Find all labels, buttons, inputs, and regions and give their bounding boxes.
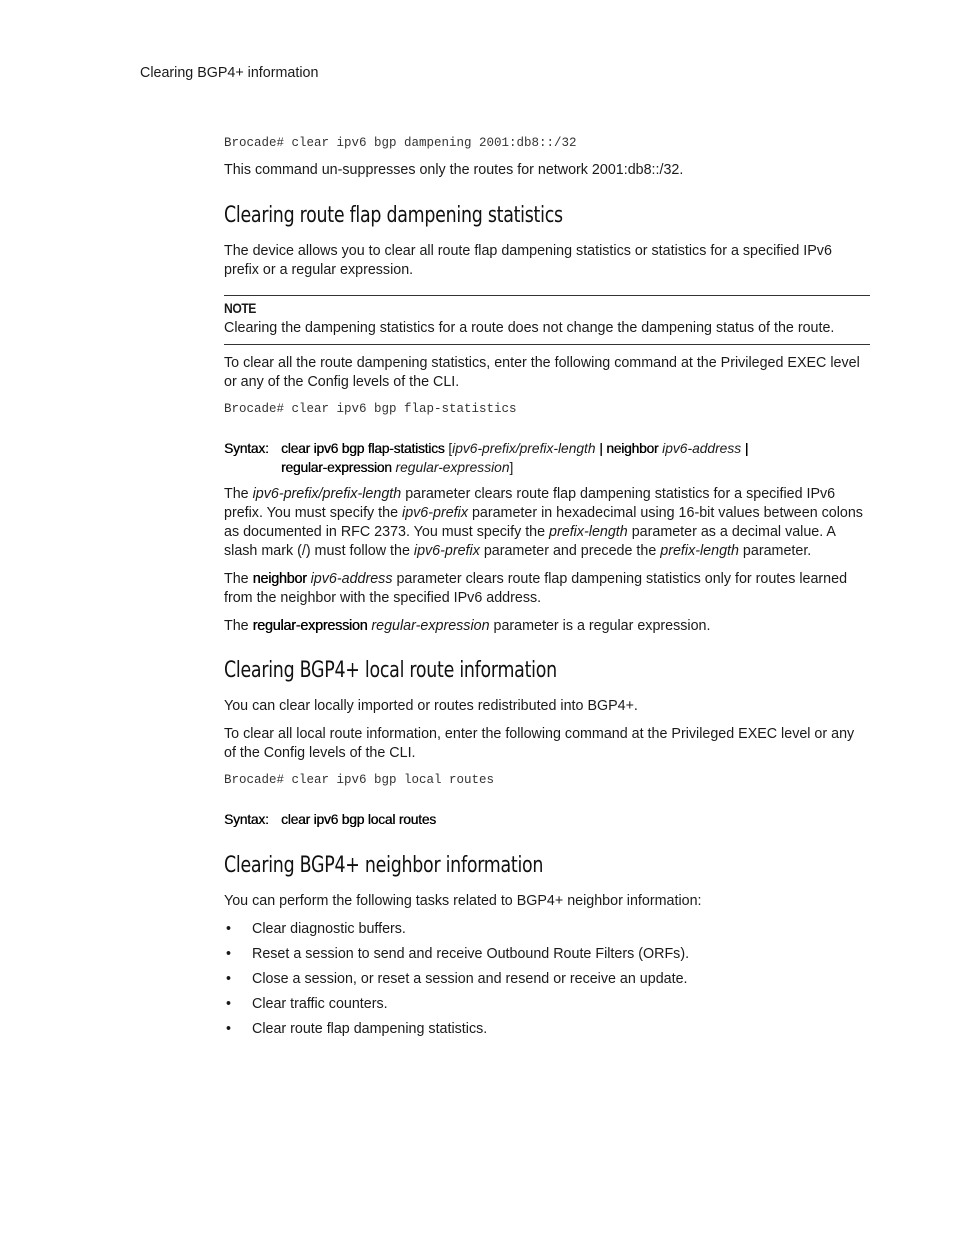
note-title: NOTE: [224, 301, 256, 316]
list-item: [224, 945, 870, 964]
running-head: Clearing BGP4+ information: [140, 65, 319, 81]
note-text: Clearing the dampening statistics for a route does not change the dampening status of the route.: [224, 320, 835, 336]
syntax-command: clear ipv6 bgp flap-statistics: [281, 441, 445, 456]
bullet-icon: •: [226, 946, 232, 962]
flap-paragraph-3: The ipv6-prefix/prefix-length parameter clears route flap dampening statistics for a specified IPv6 prefix. You must specify the ipv6-prefix parameter in hexadecimal using 16-bit values between colons as documented in RFC 2373. You must specify the prefix-length parameter as a decimal value. A slash mark (/) must follow the ipv6-prefix parameter and precede the prefix-length parameter.: [224, 486, 863, 559]
syntax-keyword-neighbor: neighbor: [606, 441, 659, 456]
neighbor-paragraph-1: You can perform the following tasks related to BGP4+ neighbor information:: [224, 893, 702, 909]
list-item: [224, 970, 870, 989]
flap-paragraph-5: The regular-expression regular-expression parameter is a regular expression.: [224, 618, 711, 634]
syntax-label: Syntax:: [224, 812, 269, 827]
flap-paragraph-1: The device allows you to clear all route flap dampening statistics or statistics for a specified IPv6 prefix or a regular expression.: [224, 243, 832, 278]
syntax-keyword-regex: regular-expression: [281, 460, 392, 475]
intro-paragraph: This command un-suppresses only the routes for network 2001:db8::/32.: [224, 162, 684, 178]
code-example-dampening: Brocade# clear ipv6 bgp dampening 2001:db8::/32: [224, 136, 577, 150]
task-list: [224, 920, 870, 1039]
list-item: [224, 920, 870, 939]
list-item-text: Clear route flap dampening statistics.: [252, 1021, 488, 1037]
page-content: [224, 134, 870, 1039]
syntax-bracket-close: ]: [509, 460, 514, 475]
list-item: [224, 995, 870, 1014]
local-paragraph-2: To clear all local route information, enter the following command at the Privileged EXEC level or any of the Config levels of the CLI.: [224, 726, 855, 761]
syntax-pipe: |: [595, 441, 607, 456]
local-paragraph-1: You can clear locally imported or routes redistributed into BGP4+.: [224, 698, 638, 714]
code-example-local-routes: Brocade# clear ipv6 bgp local routes: [224, 773, 495, 787]
syntax-arg-regex: regular-expression: [391, 460, 510, 475]
bullet-icon: •: [226, 1021, 232, 1037]
syntax-pipe: |: [741, 441, 749, 456]
syntax-command: clear ipv6 bgp local routes: [281, 812, 436, 827]
flap-paragraph-2: To clear all the route dampening statistics, enter the following command at the Privileged EXEC level or any of the Config levels of the CLI.: [224, 355, 860, 390]
bullet-icon: •: [226, 921, 232, 937]
flap-paragraph-4: The neighbor ipv6-address parameter clears route flap dampening statistics only for routes learned from the neighbor with the specified IPv6 address.: [224, 571, 848, 606]
syntax-bracket-open: [: [444, 441, 453, 456]
list-item-text: Clear diagnostic buffers.: [252, 921, 406, 937]
bullet-icon: •: [226, 996, 232, 1012]
list-item-text: Close a session, or reset a session and resend or receive an update.: [252, 971, 688, 987]
heading-local-route: Clearing BGP4+ local route information: [224, 658, 557, 683]
note-box: [224, 295, 870, 345]
syntax-flap-statistics: [224, 439, 870, 477]
code-example-flap-statistics: Brocade# clear ipv6 bgp flap-statistics: [224, 402, 517, 416]
syntax-body: [281, 439, 870, 477]
heading-neighbor-info: Clearing BGP4+ neighbor information: [224, 853, 544, 878]
list-item-text: Clear traffic counters.: [252, 996, 388, 1012]
syntax-label: Syntax:: [224, 441, 269, 456]
list-item: [224, 1020, 870, 1039]
list-item-text: Reset a session to send and receive Outbound Route Filters (ORFs).: [252, 946, 690, 962]
syntax-arg-prefix: ipv6-prefix/prefix-length: [452, 441, 596, 456]
syntax-local-routes: [224, 810, 870, 829]
heading-flap-dampening: Clearing route flap dampening statistics: [224, 203, 563, 228]
bullet-icon: •: [226, 971, 232, 987]
syntax-arg-address: ipv6-address: [658, 441, 742, 456]
